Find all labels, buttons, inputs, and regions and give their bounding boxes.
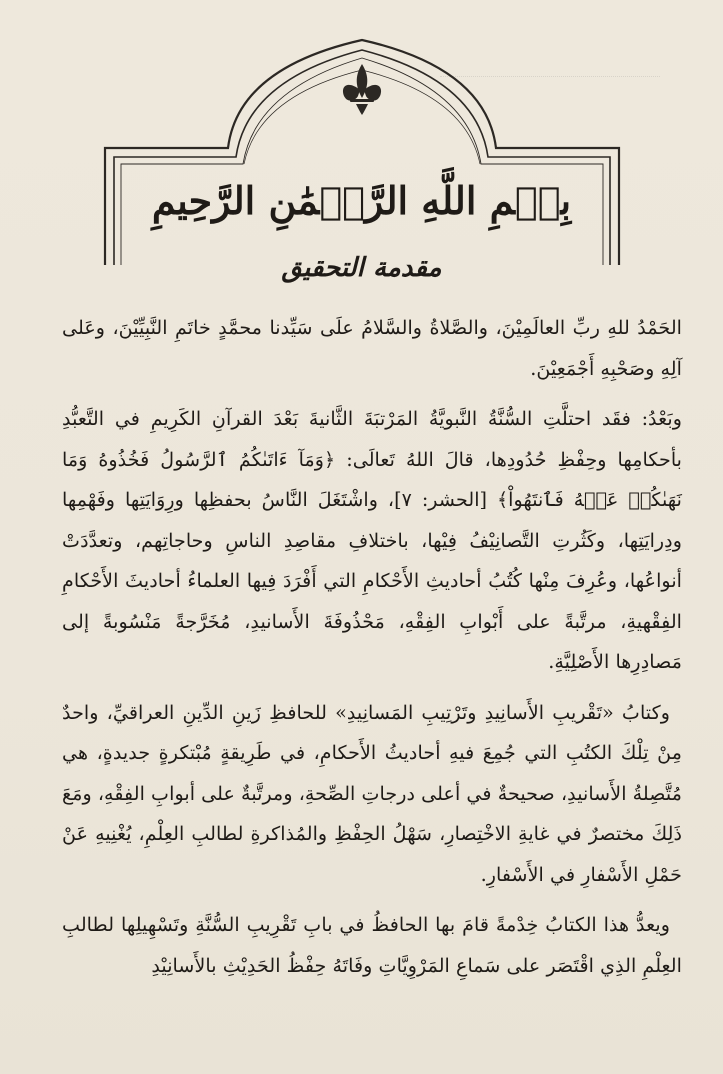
paragraph-4: ويعدُّ هذا الكتابُ خِدْمةً قامَ بها الحافظُ في بابِ تَقْرِيبِ السُّنَّةِ وتَسْهِيلِها لطالبِ العِلْمِ الذِي اقْتَصَر على سَماعِ المَرْوِيَّاتِ وفَاتَهُ حِفْظُ الحَدِيْثِ بالأَسانِيْدِ: [62, 913, 682, 977]
section-heading: مقدمة التحقيق: [281, 253, 442, 283]
body-text: [62, 308, 682, 996]
paragraph-2: وبَعْدُ: فقَد احتلَّتِ السُّنَّةُ النَّبويَّةُ المَرْتبَةَ الثَّانيةَ بَعْدَ القرآنِ الكَرِيمِ في التَّعبُّدِ بأحكامِها وحِفْظِ حُدُودِها، قالَ اللهُ تَعالَى: ﴿وَمَآ ءَاتَىٰكُمُ ٱلرَّسُولُ فَخُذُوهُ وَمَا نَهَىٰكُمۡ عَنۡهُ فَٱنتَهُواْ﴾ [الحشر: ٧]، واشْتَغَلَ النَّاسُ بحفظِها ورِوَايَتِها وفَهْمِها ودِرايَتِها، وكَثُرتِ التَّصانِيْفُ فِيْها، باختلافِ مقاصِدِ الناسِ وحاجاتِهم، وتعدَّدَتْ أنواعُها، وعُرِفَ مِنْها كُتُبُ أحاديثِ الأَحْكامِ التي أَفْرَدَ فِيها العلماءُ أحاديثَ الأَحْكامِ الفِقْهيةِ، مرتَّبةً على أَبْوابِ الفِقْهِ، مَحْذُوفَةَ الأَسانيدِ، مُخَرَّجةً مَنْسُوبةً إلى مَصادِرِها الأَصْلِيَّةِ.: [62, 407, 682, 673]
paragraph-1: الحَمْدُ للهِ ربِّ العالَمِيْنَ، والصَّلاةُ والسَّلامُ علَى سَيِّدنا محمَّدٍ خاتَمِ النَّبِيِّيْنَ، وعَلى آلِهِ وصَحْبِهِ أَجْمَعِيْنَ.: [62, 316, 682, 380]
basmala-calligraphy: بِسۡمِ اللَّهِ الرَّحۡمَٰنِ الرَّحِيمِ: [151, 178, 572, 223]
paragraph-3: وكتابُ «تَقْريبِ الأَسانِيدِ وتَرْتِيبِ المَسانِيدِ» للحافظِ زَينِ الدِّينِ العراقيِّ، واحدٌ مِنْ تِلْكَ الكتُبِ التي جُمِعَ فيهِ أحاديثُ الأَحكامِ، في طَرِيقةٍ مُبْتكرةٍ جديدةٍ، هي مُتَّصِلةُ الأَسانيدِ، صحيحةٌ في أعلى درجاتِ الصِّحةِ، ومرتَّبةٌ على أبوابِ الفِقْهِ، ومَعَ ذَلِكَ مختصرٌ في غايةِ الاخْتِصارِ، سَهْلُ الحِفْظِ والمُذاكرةِ لطالبِ العِلْمِ، يُغْنِيهِ عَنْ حَمْلِ الأَسْفارِ في الأَسْفارِ.: [62, 700, 682, 886]
